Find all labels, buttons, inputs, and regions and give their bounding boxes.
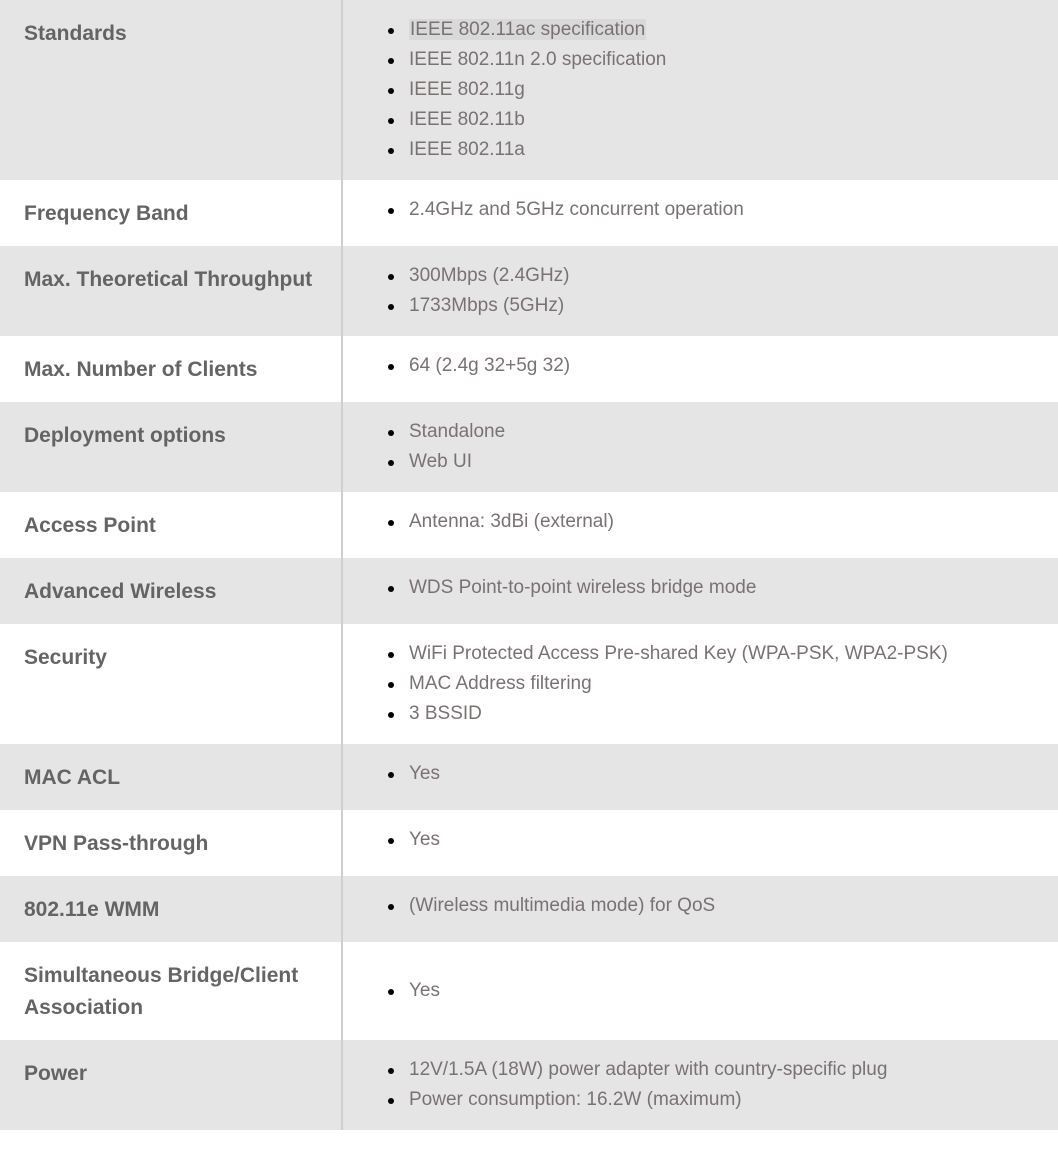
spec-row-vpn (0, 810, 1058, 876)
spec-row-bridge-client (0, 942, 1058, 1040)
spec-label: Advanced Wireless (0, 558, 342, 624)
spec-label: Frequency Band (0, 180, 342, 246)
spec-value (342, 336, 1058, 402)
spec-item: (Wireless multimedia mode) for QoS (409, 891, 1038, 921)
spec-list (343, 417, 1038, 477)
spec-item: Yes (409, 825, 1038, 855)
spec-item: Web UI (409, 447, 1038, 477)
spec-item: Antenna: 3dBi (external) (409, 507, 1038, 537)
spec-value (342, 1040, 1058, 1130)
spec-item: Yes (409, 976, 1038, 1006)
spec-value (342, 402, 1058, 492)
spec-list (343, 573, 1038, 603)
spec-value (342, 942, 1058, 1040)
spec-item: Power consumption: 16.2W (maximum) (409, 1085, 1038, 1115)
spec-row-throughput (0, 246, 1058, 336)
spec-label: Standards (0, 0, 342, 180)
spec-label: VPN Pass-through (0, 810, 342, 876)
spec-item: Yes (409, 759, 1038, 789)
spec-list (343, 639, 1038, 729)
spec-list (343, 891, 1038, 921)
spec-label: Power (0, 1040, 342, 1130)
highlighted-text: IEEE 802.11ac specification (410, 19, 646, 40)
spec-label: Max. Number of Clients (0, 336, 342, 402)
spec-item: 2.4GHz and 5GHz concurrent operation (409, 195, 1038, 225)
spec-list (343, 15, 1038, 165)
spec-list (343, 1055, 1038, 1115)
spec-label: Simultaneous Bridge/Client Association (0, 942, 342, 1040)
spec-item: 300Mbps (2.4GHz) (409, 261, 1038, 291)
spec-item: IEEE 802.11a (409, 135, 1038, 165)
spec-item: 3 BSSID (409, 699, 1038, 729)
spec-item: IEEE 802.11b (409, 105, 1038, 135)
spec-row-max-clients (0, 336, 1058, 402)
spec-value (342, 624, 1058, 744)
spec-list (343, 261, 1038, 321)
spec-row-deployment (0, 402, 1058, 492)
spec-row-standards (0, 0, 1058, 180)
spec-item: 64 (2.4g 32+5g 32) (409, 351, 1038, 381)
spec-item: 12V/1.5A (18W) power adapter with country-specific plug (409, 1055, 1038, 1085)
spec-item: IEEE 802.11n 2.0 specification (409, 45, 1038, 75)
spec-row-advanced-wireless (0, 558, 1058, 624)
spec-row-power (0, 1040, 1058, 1130)
spec-label: Access Point (0, 492, 342, 558)
spec-list (343, 976, 1038, 1006)
spec-label: Max. Theoretical Throughput (0, 246, 342, 336)
spec-value (342, 246, 1058, 336)
spec-item (409, 15, 1038, 45)
spec-list (343, 825, 1038, 855)
spec-list (343, 195, 1038, 225)
spec-list (343, 759, 1038, 789)
spec-label: 802.11e WMM (0, 876, 342, 942)
spec-label: Deployment options (0, 402, 342, 492)
spec-list (343, 351, 1038, 381)
spec-value (342, 180, 1058, 246)
spec-value (342, 810, 1058, 876)
spec-item: IEEE 802.11g (409, 75, 1038, 105)
spec-label: Security (0, 624, 342, 744)
spec-value (342, 0, 1058, 180)
spec-list (343, 507, 1038, 537)
spec-value (342, 492, 1058, 558)
spec-item: Standalone (409, 417, 1038, 447)
spec-value (342, 744, 1058, 810)
spec-item: WiFi Protected Access Pre-shared Key (WPA-PSK, WPA2-PSK) (409, 639, 1038, 669)
spec-row-frequency-band (0, 180, 1058, 246)
spec-row-security (0, 624, 1058, 744)
spec-row-mac-acl (0, 744, 1058, 810)
spec-item: WDS Point-to-point wireless bridge mode (409, 573, 1038, 603)
spec-row-wmm (0, 876, 1058, 942)
spec-value (342, 558, 1058, 624)
spec-label: MAC ACL (0, 744, 342, 810)
spec-value (342, 876, 1058, 942)
spec-row-access-point (0, 492, 1058, 558)
spec-item: 1733Mbps (5GHz) (409, 291, 1038, 321)
spec-item: MAC Address filtering (409, 669, 1038, 699)
